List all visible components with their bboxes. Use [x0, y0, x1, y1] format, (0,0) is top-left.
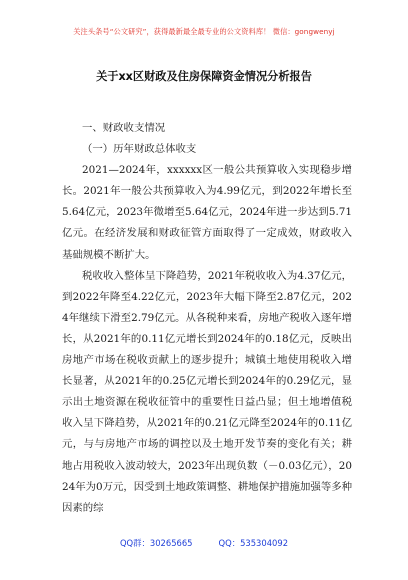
subsection-heading: （一）历年财政总体收支	[82, 143, 197, 156]
document-title: 关于xx区财政及住房保障资金情况分析报告	[96, 70, 312, 83]
section-heading: 一、财政收支情况	[82, 122, 166, 134]
document-body	[62, 118, 352, 519]
paragraph-general-revenue: 2021—2024年，xxxxxx区一般公共预算收入实现稳步增长。2021年一般公共预算收入为4.99亿元，到2022年增长至5.64亿元，2023年微增至5.64亿元，2024年进一步达到5.71亿元。在经济发展和财政征管方面取得了一定成效，财政收入基础规模不断扩大。	[62, 164, 352, 261]
footer-contact	[0, 537, 408, 549]
footer-qq: QQ：535304092	[218, 538, 289, 548]
paragraph-tax-revenue: 税收收入整体呈下降趋势，2021年税收收入为4.37亿元，到2022年降至4.22亿元，2023年大幅下降至2.87亿元，2024年继续下滑至2.79亿元。从各税种来看，房地产税收入逐年增长，从2021年的0.11亿元增长到2024年的0.18亿元，反映出房地产市场在税收贡献上的逐步提升；城镇土地使用税收入增长显著，从2021年的0.25亿元增长到2024年的0.29亿元，显示出土地资源在税收征管中的重要性日益凸显；但土地增值税收入呈下降趋势，从2021年的0.21亿元降至2024年的0.11亿元，与与房地产市场的调控以及土地开发节奏的变化有关；耕地占用税收入波动较大，2023年出现负数（－0.03亿元），2024年为0万元，因受到土地政策调整、耕地保护措施加强等多种因素的综	[62, 269, 352, 514]
promo-banner: 关注头条号“公文研究”，获得最新最全最专业的公文资料库！ 微信：gongwenyj	[73, 27, 335, 36]
footer-qq-group: QQ群：30265665	[119, 538, 193, 548]
